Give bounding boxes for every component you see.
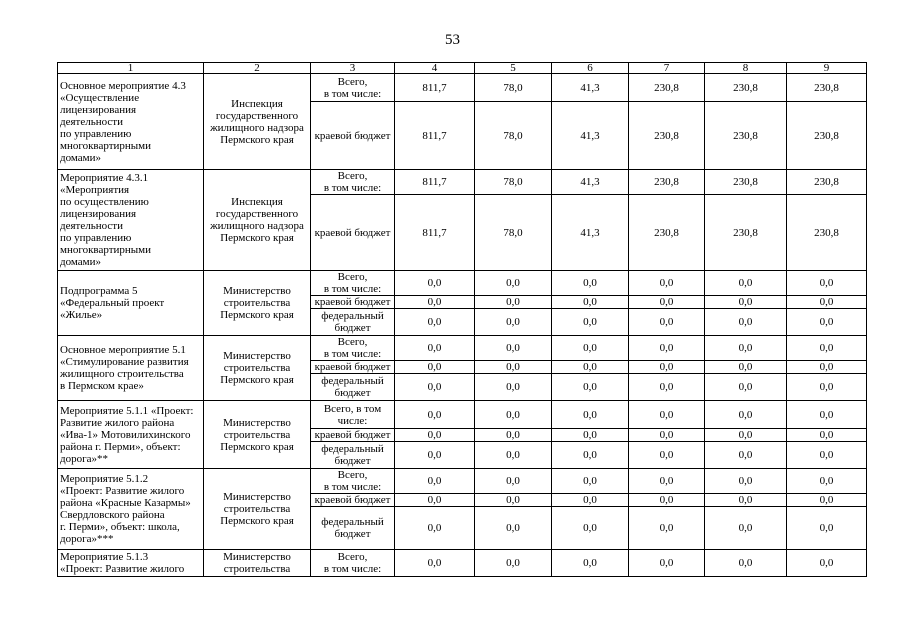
amount-cell: 0,0 (705, 296, 787, 309)
header-row (58, 63, 867, 74)
funding-source: Всего, в том числе: (311, 469, 395, 494)
amount-cell: 0,0 (705, 550, 787, 577)
funding-source: Всего, в том числе: (311, 271, 395, 296)
column-header: 1 (58, 63, 204, 74)
amount-cell: 41,3 (552, 195, 629, 271)
activity-name: Мероприятие 5.1.1 «Проект: Развитие жилого района «Ива-1» Мотовилихинского района г. Перми», объект: дорога»** (58, 401, 204, 469)
amount-cell: 0,0 (629, 296, 705, 309)
amount-cell: 0,0 (552, 374, 629, 401)
amount-cell: 0,0 (395, 401, 475, 429)
amount-cell: 0,0 (552, 507, 629, 550)
amount-cell: 230,8 (705, 195, 787, 271)
funding-source: Всего, в том числе: (311, 401, 395, 429)
funding-source: Всего, в том числе: (311, 74, 395, 102)
amount-cell: 0,0 (705, 361, 787, 374)
funding-source: Всего, в том числе: (311, 550, 395, 577)
funding-source: Всего, в том числе: (311, 336, 395, 361)
amount-cell: 0,0 (705, 442, 787, 469)
amount-cell: 0,0 (475, 309, 552, 336)
amount-cell: 0,0 (552, 336, 629, 361)
amount-cell: 230,8 (629, 102, 705, 170)
amount-cell: 811,7 (395, 195, 475, 271)
amount-cell: 0,0 (552, 296, 629, 309)
amount-cell: 0,0 (629, 429, 705, 442)
amount-cell: 0,0 (395, 271, 475, 296)
amount-cell: 230,8 (787, 195, 867, 271)
amount-cell: 0,0 (475, 469, 552, 494)
amount-cell: 0,0 (552, 494, 629, 507)
amount-cell: 0,0 (475, 361, 552, 374)
activity-name: Подпрограмма 5 «Федеральный проект «Жилье» (58, 271, 204, 336)
amount-cell: 0,0 (705, 469, 787, 494)
funding-source: федеральный бюджет (311, 507, 395, 550)
column-header: 2 (204, 63, 311, 74)
amount-cell: 41,3 (552, 170, 629, 195)
table-row (58, 401, 867, 429)
amount-cell: 0,0 (475, 271, 552, 296)
amount-cell: 0,0 (475, 296, 552, 309)
amount-cell: 230,8 (787, 102, 867, 170)
funding-source: краевой бюджет (311, 195, 395, 271)
amount-cell: 230,8 (629, 195, 705, 271)
amount-cell: 0,0 (629, 469, 705, 494)
amount-cell: 0,0 (629, 507, 705, 550)
amount-cell: 0,0 (475, 442, 552, 469)
amount-cell: 0,0 (395, 296, 475, 309)
amount-cell: 230,8 (705, 170, 787, 195)
amount-cell: 230,8 (787, 74, 867, 102)
amount-cell: 0,0 (629, 271, 705, 296)
table-row (58, 336, 867, 361)
amount-cell: 78,0 (475, 102, 552, 170)
table-row (58, 271, 867, 296)
amount-cell: 0,0 (705, 429, 787, 442)
column-header: 9 (787, 63, 867, 74)
amount-cell: 0,0 (552, 429, 629, 442)
amount-cell: 0,0 (475, 494, 552, 507)
amount-cell: 0,0 (705, 401, 787, 429)
amount-cell: 0,0 (395, 507, 475, 550)
responsible-organization: Инспекция государственного жилищного надзора Пермского края (204, 170, 311, 271)
amount-cell: 0,0 (787, 336, 867, 361)
activity-name: Основное мероприятие 4.3 «Осуществление лицензирования деятельности по управлению многоквартирными домами» (58, 74, 204, 170)
column-header: 4 (395, 63, 475, 74)
amount-cell: 0,0 (395, 429, 475, 442)
amount-cell: 0,0 (705, 507, 787, 550)
amount-cell: 78,0 (475, 170, 552, 195)
amount-cell: 0,0 (475, 336, 552, 361)
amount-cell: 230,8 (787, 170, 867, 195)
page-number: 53 (445, 32, 460, 48)
amount-cell: 0,0 (787, 494, 867, 507)
responsible-organization: Министерство строительства Пермского края (204, 336, 311, 401)
amount-cell: 0,0 (787, 429, 867, 442)
amount-cell: 0,0 (629, 361, 705, 374)
amount-cell: 0,0 (395, 469, 475, 494)
amount-cell: 0,0 (787, 442, 867, 469)
activity-name: Основное мероприятие 5.1 «Стимулирование развития жилищного строительства в Пермском крае» (58, 336, 204, 401)
responsible-organization: Министерство строительства Пермского края (204, 469, 311, 550)
amount-cell: 0,0 (705, 494, 787, 507)
amount-cell: 0,0 (552, 271, 629, 296)
amount-cell: 0,0 (552, 401, 629, 429)
amount-cell: 0,0 (787, 296, 867, 309)
amount-cell: 0,0 (787, 550, 867, 577)
amount-cell: 0,0 (787, 271, 867, 296)
amount-cell: 0,0 (552, 361, 629, 374)
responsible-organization: Министерство строительства (204, 550, 311, 577)
table-row (58, 550, 867, 577)
table-row (58, 170, 867, 195)
amount-cell: 0,0 (395, 442, 475, 469)
amount-cell: 78,0 (475, 74, 552, 102)
amount-cell: 0,0 (705, 309, 787, 336)
amount-cell: 0,0 (629, 401, 705, 429)
amount-cell: 0,0 (395, 336, 475, 361)
column-header: 7 (629, 63, 705, 74)
column-header: 3 (311, 63, 395, 74)
amount-cell: 0,0 (629, 550, 705, 577)
amount-cell: 78,0 (475, 195, 552, 271)
amount-cell: 0,0 (705, 271, 787, 296)
amount-cell: 0,0 (395, 361, 475, 374)
amount-cell: 230,8 (629, 74, 705, 102)
amount-cell: 0,0 (552, 550, 629, 577)
responsible-organization: Министерство строительства Пермского края (204, 271, 311, 336)
amount-cell: 0,0 (395, 494, 475, 507)
amount-cell: 0,0 (629, 494, 705, 507)
funding-source: федеральный бюджет (311, 309, 395, 336)
funding-source: краевой бюджет (311, 429, 395, 442)
funding-source: краевой бюджет (311, 296, 395, 309)
responsible-organization: Министерство строительства Пермского края (204, 401, 311, 469)
funding-source: краевой бюджет (311, 102, 395, 170)
responsible-organization: Инспекция государственного жилищного надзора Пермского края (204, 74, 311, 170)
funding-source: краевой бюджет (311, 361, 395, 374)
amount-cell: 811,7 (395, 170, 475, 195)
amount-cell: 0,0 (395, 374, 475, 401)
amount-cell: 0,0 (787, 401, 867, 429)
amount-cell: 0,0 (787, 469, 867, 494)
amount-cell: 0,0 (475, 429, 552, 442)
activity-name: Мероприятие 4.3.1 «Мероприятия по осуществлению лицензирования деятельности по управлению многоквартирными домами» (58, 170, 204, 271)
amount-cell: 0,0 (787, 507, 867, 550)
budget-table (57, 62, 867, 577)
activity-name: Мероприятие 5.1.2 «Проект: Развитие жилого района «Красные Казармы» Свердловского района г. Перми», объект: школа, дорога»*** (58, 469, 204, 550)
amount-cell: 0,0 (787, 374, 867, 401)
amount-cell: 0,0 (475, 507, 552, 550)
amount-cell: 0,0 (629, 336, 705, 361)
funding-source: федеральный бюджет (311, 374, 395, 401)
amount-cell: 0,0 (705, 336, 787, 361)
amount-cell: 0,0 (787, 309, 867, 336)
amount-cell: 0,0 (395, 309, 475, 336)
funding-source: федеральный бюджет (311, 442, 395, 469)
amount-cell: 230,8 (629, 170, 705, 195)
amount-cell: 0,0 (705, 374, 787, 401)
amount-cell: 811,7 (395, 74, 475, 102)
amount-cell: 0,0 (629, 309, 705, 336)
amount-cell: 811,7 (395, 102, 475, 170)
amount-cell: 0,0 (787, 361, 867, 374)
amount-cell: 0,0 (552, 309, 629, 336)
amount-cell: 0,0 (475, 550, 552, 577)
amount-cell: 41,3 (552, 74, 629, 102)
amount-cell: 0,0 (629, 374, 705, 401)
funding-source: Всего, в том числе: (311, 170, 395, 195)
column-header: 6 (552, 63, 629, 74)
amount-cell: 0,0 (552, 469, 629, 494)
column-header: 5 (475, 63, 552, 74)
amount-cell: 230,8 (705, 102, 787, 170)
activity-name: Мероприятие 5.1.3 «Проект: Развитие жилого (58, 550, 204, 577)
funding-source: краевой бюджет (311, 494, 395, 507)
amount-cell: 0,0 (395, 550, 475, 577)
column-header: 8 (705, 63, 787, 74)
amount-cell: 0,0 (475, 401, 552, 429)
amount-cell: 0,0 (629, 442, 705, 469)
amount-cell: 41,3 (552, 102, 629, 170)
amount-cell: 0,0 (552, 442, 629, 469)
table-row (58, 469, 867, 494)
table-row (58, 74, 867, 102)
amount-cell: 230,8 (705, 74, 787, 102)
amount-cell: 0,0 (475, 374, 552, 401)
